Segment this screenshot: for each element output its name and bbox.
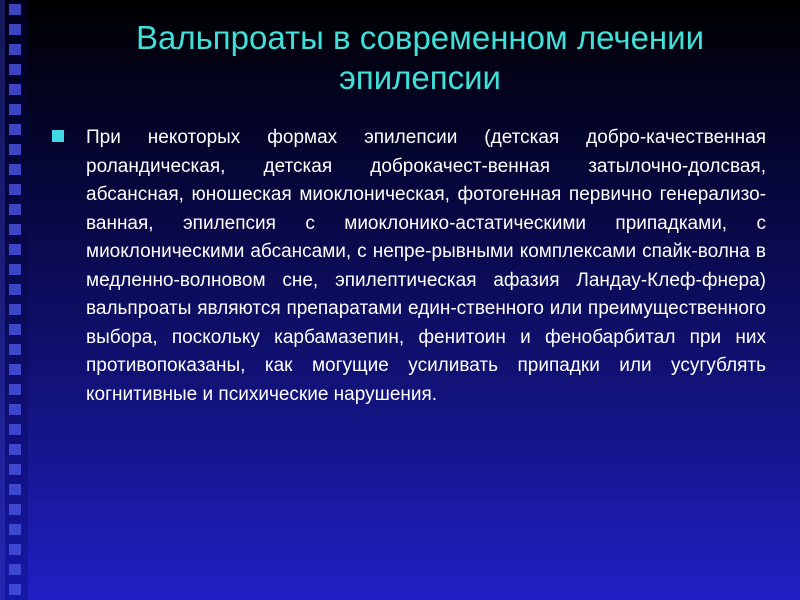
film-strip-edge bbox=[0, 0, 5, 600]
film-strip-decoration bbox=[0, 0, 28, 600]
square-bullet-icon bbox=[52, 130, 64, 142]
bullet-text: При некоторых формах эпилепсии (детская добро-качественная роландическая, детская доброкачест-венная затылочно-долсвая, абсансная, юношеская миоклоническая, фотогенная первично генерализо-ванная, эпилепсия с миоклонико-астатическими припадками, с миоклоническими абсансами, с непре-рывными комплексами спайк-волна в медленно-волновом сне, эпилептическая афазия Ландау-Клеф-фнера) вальпроаты являются препаратами един-ственного или преимущественного выбора, поскольку карбамазепин, фенитоин и фенобарбитал при них противопоказаны, как могущие усиливать припадки или усугублять когнитивные и психические нарушения. bbox=[86, 127, 766, 405]
film-strip-holes bbox=[9, 0, 21, 600]
slide-content bbox=[52, 124, 766, 409]
bullet-item bbox=[52, 124, 766, 409]
slide-title: Вальпроаты в современном лечении эпилепсии bbox=[135, 19, 705, 96]
